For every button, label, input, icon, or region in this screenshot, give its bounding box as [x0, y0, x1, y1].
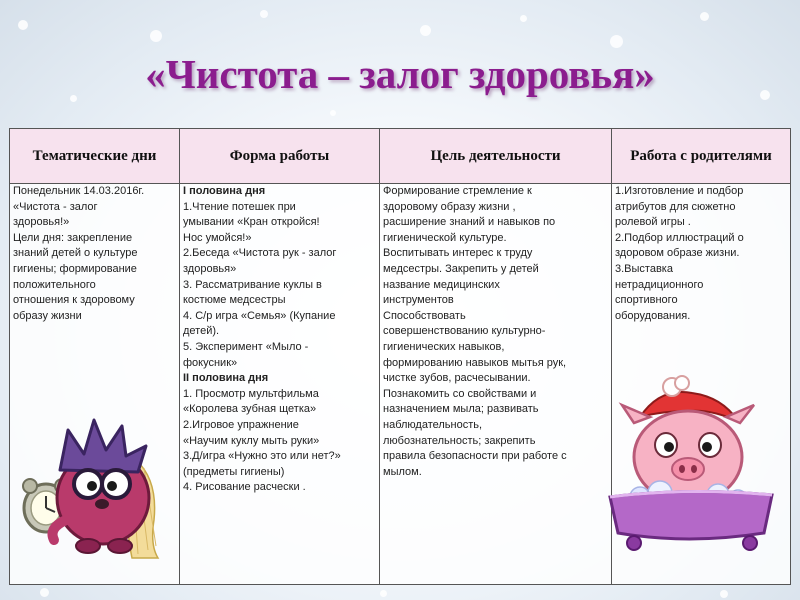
cell-line: гигиенической культуре. — [383, 231, 507, 244]
cell-line: Познакомить со свойствами и — [383, 387, 537, 400]
cell-line: 3.Выставка — [615, 262, 673, 275]
cell-line: чистке зубов, расчесывании. — [383, 372, 531, 385]
cell-line: правила безопасности при работе с — [383, 450, 567, 463]
cell-line: Цели дня: закрепление — [13, 231, 133, 244]
cell-line: формированию навыков мытья рук, — [383, 356, 567, 369]
cell-line: здоровому образу жизни , — [383, 200, 516, 213]
cell-line: костюме медсестры — [183, 294, 286, 307]
cell-line: умывании «Кран откройся! — [183, 216, 320, 229]
header-parents-work: Работа с родителями — [612, 129, 791, 184]
cell-line: здоровья!» — [13, 216, 70, 229]
header-activity-goal: Цель деятельности — [380, 129, 612, 184]
header-work-form: Форма работы — [180, 129, 380, 184]
cell-work-form — [180, 184, 380, 585]
cell-line: любознательность; закрепить — [383, 434, 536, 447]
cell-line: 4. Рисование расчески . — [183, 481, 306, 494]
cell-line: «Научим куклу мыть руки» — [183, 434, 320, 447]
pig-character-icon — [600, 375, 780, 555]
bathtub-icon — [610, 491, 772, 550]
cell-line: 1.Чтение потешек при — [183, 200, 296, 213]
cell-line: «Чистота - залог — [13, 200, 98, 213]
cell-line: мылом. — [383, 465, 422, 478]
cell-line: Способствовать — [383, 309, 466, 322]
cell-line: Формирование стремление к — [383, 185, 532, 197]
cell-line: наблюдательность, — [383, 418, 483, 431]
cell-activity-goal — [380, 184, 612, 585]
cell-line: (предметы гигиены) — [183, 465, 285, 478]
cell-line: здоровья» — [183, 262, 237, 275]
cell-line: ролевой игры . — [615, 216, 691, 229]
cell-line: гигиены; формирование — [13, 262, 137, 275]
cell-line: 2.Подбор иллюстраций о — [615, 231, 744, 244]
cell-line: положительного — [13, 278, 96, 291]
cell-line: отношения к здоровому — [13, 294, 135, 307]
cell-line: образу жизни — [13, 309, 82, 322]
cell-line: атрибутов для сюжетно — [615, 200, 736, 213]
cell-line: спортивного — [615, 294, 678, 307]
cell-line: гигиенических навыков, — [383, 340, 505, 353]
cell-line: назначением мыла; развивать — [383, 403, 539, 416]
cell-line: фокусник» — [183, 356, 238, 369]
cell-line: 3. Рассматривание куклы в — [183, 278, 322, 291]
cell-line: 5. Эксперимент «Мыло - — [183, 340, 309, 353]
cell-line: 2.Игровое упражнение — [183, 418, 299, 431]
header-thematic-days: Тематические дни — [10, 129, 180, 184]
cell-line: Нос умойся!» — [183, 231, 252, 244]
cell-line: расширение знаний и навыков по — [383, 216, 556, 229]
cell-line: знаний детей о культуре — [13, 247, 138, 260]
cell-line: 4. С/р игра «Семья» (Купание — [183, 309, 336, 322]
cell-line: «Королева зубная щетка» — [183, 403, 317, 416]
cell-line: 2.Беседа «Чистота рук - залог — [183, 247, 337, 260]
cell-line: инструментов — [383, 294, 454, 307]
cell-line: медсестры. Закрепить у детей — [383, 262, 539, 275]
cell-line: название медицинских — [383, 278, 500, 291]
cell-line: 3.Д/игра «Нужно это или нет?» — [183, 450, 341, 463]
cell-line: I половина дня — [183, 185, 266, 197]
cell-line: Воспитывать интерес к труду — [383, 247, 533, 260]
hedgehog-character-icon — [8, 410, 188, 560]
cell-line: оборудования. — [615, 309, 691, 322]
page-title: «Чистота – залог здоровья» — [145, 51, 655, 97]
cell-line: Понедельник 14.03.2016г. — [13, 185, 145, 197]
table-header-row — [10, 129, 791, 184]
cell-line: 1. Просмотр мультфильма — [183, 387, 319, 400]
cell-line: совершенствованию культурно- — [383, 325, 546, 338]
cell-line: детей). — [183, 325, 220, 338]
cell-line: здоровом образе жизни. — [615, 247, 740, 260]
cell-line: 1.Изготовление и подбор — [615, 185, 744, 197]
cell-line: нетрадиционного — [615, 278, 704, 291]
cell-line: II половина дня — [183, 372, 269, 385]
